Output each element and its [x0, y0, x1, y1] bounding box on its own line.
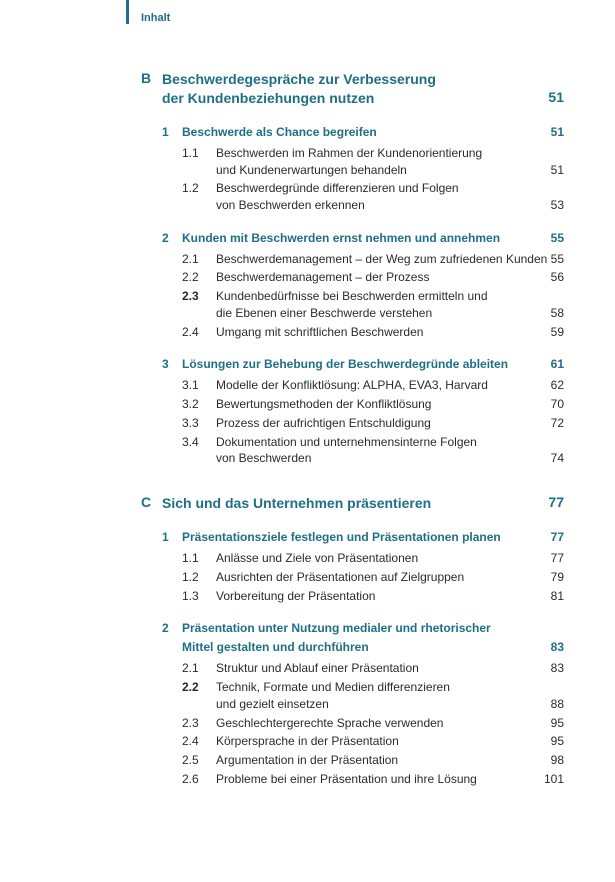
section-number: 2.3 [182, 289, 199, 304]
section-title-line: Bewertungsmethoden der Konfliktlösung [216, 397, 432, 412]
section-number: 2.1 [182, 661, 199, 676]
part-page-number: 51 [548, 89, 564, 105]
section-number: 2.2 [182, 270, 199, 285]
section-page-number: 72 [550, 415, 564, 430]
chapter-title-line: Kunden mit Beschwerden ernst nehmen und annehmen [182, 230, 501, 245]
section-page-number: 83 [550, 661, 564, 676]
chapter-page-number: 61 [550, 357, 564, 372]
part-title-line: Beschwerdegespräche zur Verbesserung [162, 71, 436, 87]
section-title-line: Umgang mit schriftlichen Beschwerden [216, 324, 424, 339]
part-letter: C [141, 494, 152, 510]
section-number: 3.3 [182, 415, 199, 430]
section-page-number: 77 [550, 551, 564, 565]
section-title-line: Prozess der aufrichtigen Entschuldigung [216, 415, 431, 430]
header-label: Inhalt [141, 12, 171, 24]
section-number: 2.2 [182, 680, 199, 695]
chapter-number: 3 [162, 357, 169, 372]
section-page-number: 51 [550, 162, 564, 177]
section-title-line: von Beschwerden [216, 451, 312, 466]
section-number: 2.4 [182, 734, 199, 749]
chapter-page-number: 55 [550, 230, 564, 245]
section-title-line: und Kundenerwartungen behandeln [216, 162, 407, 177]
chapter-page-number: 77 [550, 530, 564, 544]
section-number: 2.1 [182, 251, 199, 266]
section-page-number: 81 [550, 588, 564, 603]
section-number: 2.5 [182, 753, 199, 768]
section-page-number: 95 [550, 734, 564, 749]
section-title-line: Beschwerdegründe differenzieren und Folgen [216, 181, 459, 196]
section-number: 1.1 [182, 146, 199, 160]
part-letter: B [141, 70, 152, 86]
section-page-number: 88 [550, 696, 564, 711]
chapter-title-line: Lösungen zur Behebung der Beschwerdegründe ableiten [182, 357, 509, 372]
chapter-page-number: 51 [550, 125, 564, 139]
header-accent-bar [126, 0, 129, 24]
section-title-line: Anlässe und Ziele von Präsentationen [216, 551, 419, 565]
section-page-number: 101 [543, 771, 564, 786]
section-page-number: 98 [550, 753, 564, 768]
part-title-line: Sich und das Unternehmen präsentieren [162, 495, 432, 511]
section-number: 1.2 [182, 181, 199, 196]
section-title-line: Argumentation in der Präsentation [216, 753, 399, 768]
section-title-line: und gezielt einsetzen [216, 696, 329, 711]
section-page-number: 70 [550, 397, 564, 412]
chapter-number: 1 [162, 125, 169, 139]
section-number: 1.2 [182, 569, 199, 584]
section-page-number: 56 [550, 270, 564, 285]
section-number: 1.1 [182, 551, 199, 565]
section-title-line: Ausrichten der Präsentationen auf Zielgruppen [216, 569, 465, 584]
section-number: 2.6 [182, 771, 199, 786]
section-number: 1.3 [182, 588, 199, 603]
section-title-line: Probleme bei einer Präsentation und ihre Lösung [216, 771, 477, 786]
section-title-line: Beschwerden im Rahmen der Kundenorientierung [216, 146, 483, 160]
section-title-line: Körpersprache in der Präsentation [216, 734, 399, 749]
section-page-number: 53 [550, 197, 564, 212]
section-page-number: 62 [550, 378, 564, 393]
section-title-line: Dokumentation und unternehmensinterne Folgen [216, 434, 477, 449]
chapter-number: 2 [162, 621, 169, 636]
section-number: 3.4 [182, 434, 199, 449]
section-page-number: 79 [550, 569, 564, 584]
section-title-line: Struktur und Ablauf einer Präsentation [216, 661, 419, 676]
section-title-line: Vorbereitung der Präsentation [216, 588, 376, 603]
chapter-number: 1 [162, 530, 169, 544]
section-page-number: 74 [550, 451, 564, 466]
section-page-number: 58 [550, 305, 564, 320]
section-title-line: Modelle der Konfliktlösung: ALPHA, EVA3, Harvard [216, 378, 488, 393]
section-number: 3.2 [182, 397, 199, 412]
section-title-line: Beschwerdemanagement – der Weg zum zufriedenen Kunden [216, 251, 548, 266]
section-title-line: die Ebenen einer Beschwerde verstehen [216, 305, 433, 320]
chapter-page-number: 83 [550, 640, 564, 655]
section-number: 3.1 [182, 378, 199, 393]
section-page-number: 55 [550, 251, 564, 266]
section-title-line: von Beschwerden erkennen [216, 197, 365, 212]
section-page-number: 95 [550, 715, 564, 730]
section-title-line: Kundenbedürfnisse bei Beschwerden ermitteln und [216, 289, 488, 304]
section-number: 2.4 [182, 324, 199, 339]
section-number: 2.3 [182, 715, 199, 730]
chapter-title-line: Beschwerde als Chance begreifen [182, 125, 377, 139]
section-title-line: Technik, Formate und Medien differenzieren [216, 680, 450, 695]
chapter-title-line: Präsentation unter Nutzung medialer und rhetorischer [182, 621, 491, 636]
part-page-number: 77 [548, 494, 564, 510]
section-title-line: Beschwerdemanagement – der Prozess [216, 270, 430, 285]
chapter-title-line: Präsentationsziele festlegen und Präsentationen planen [182, 530, 501, 544]
section-page-number: 59 [550, 324, 564, 339]
chapter-number: 2 [162, 230, 169, 245]
chapter-title-line: Mittel gestalten und durchführen [182, 640, 369, 655]
section-title-line: Geschlechtergerechte Sprache verwenden [216, 715, 444, 730]
part-title-line: der Kundenbeziehungen nutzen [162, 90, 375, 106]
